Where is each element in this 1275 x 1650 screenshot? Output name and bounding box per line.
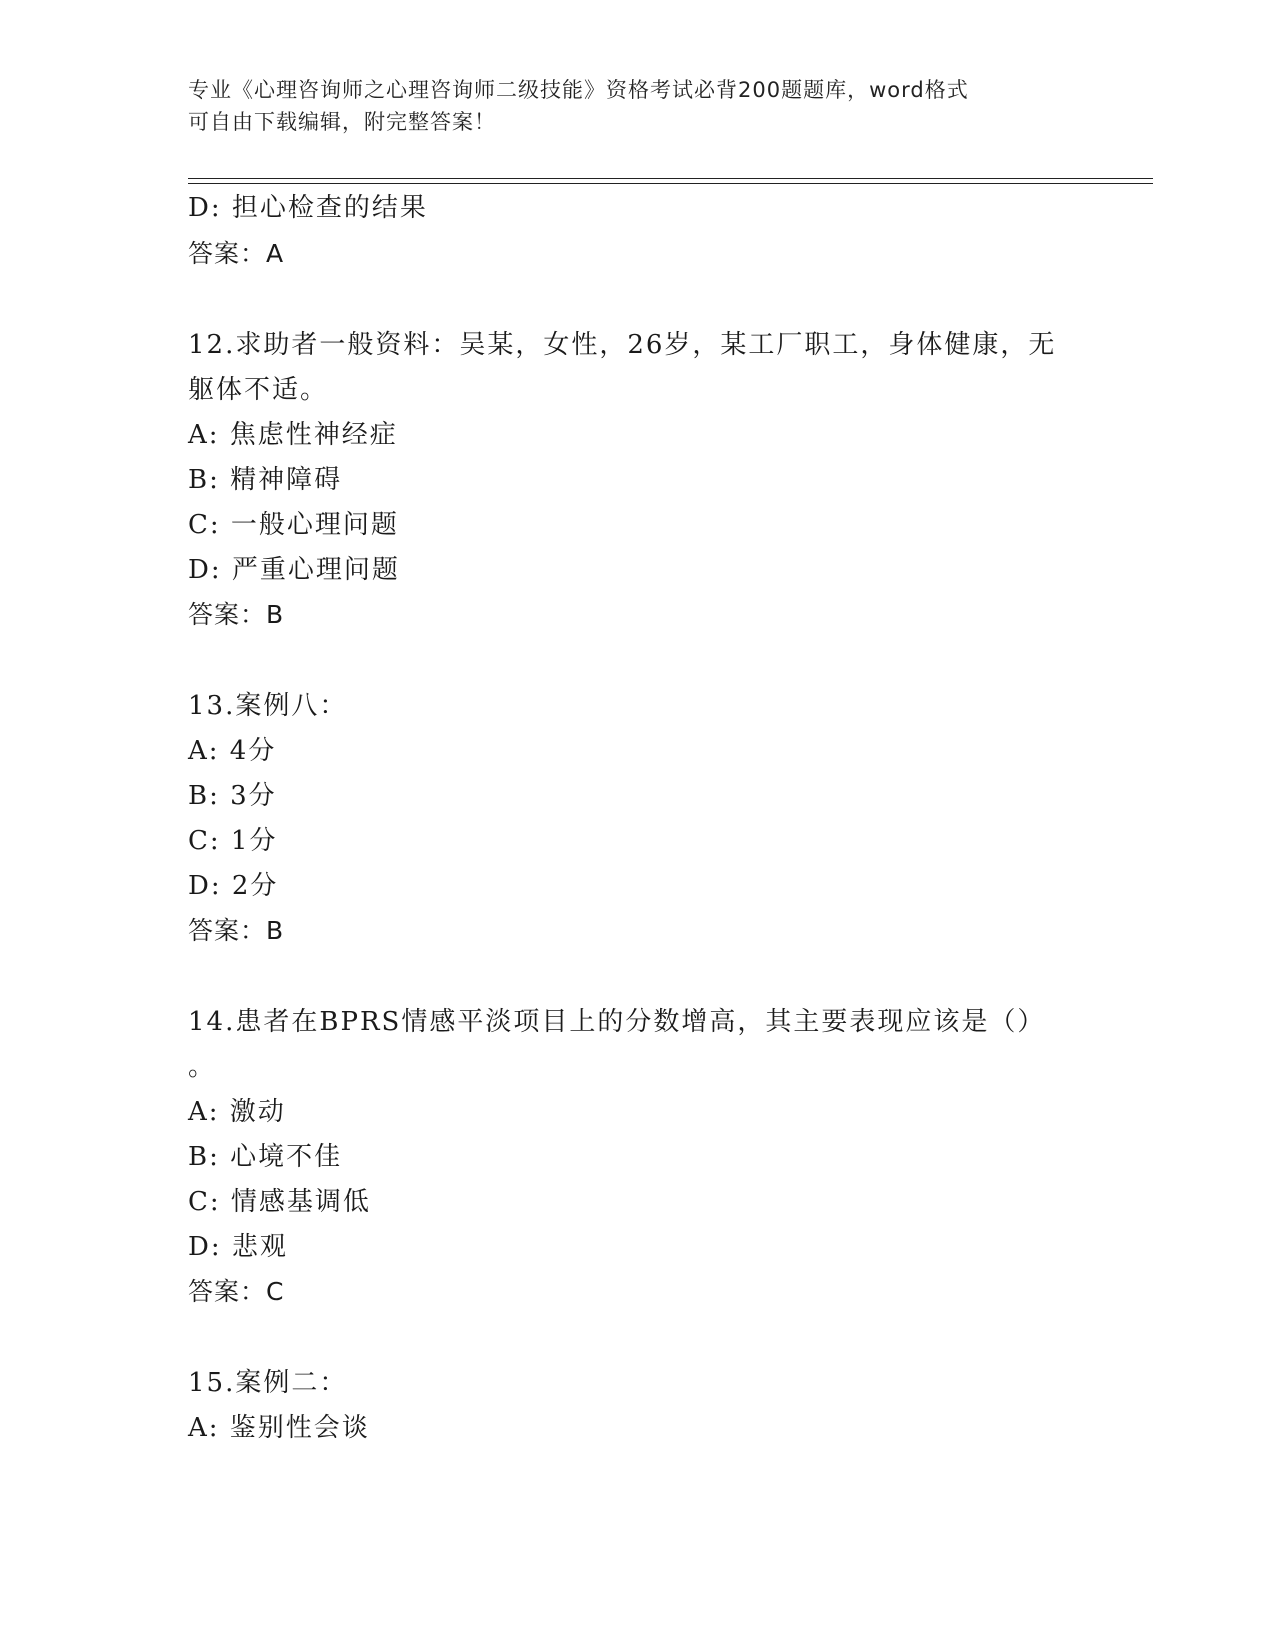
- option-d: D: 严重心理问题: [188, 555, 400, 585]
- header-line-2: 可自由下载编辑，附完整答案！: [188, 110, 496, 134]
- answer-line: 答案：A: [188, 239, 285, 268]
- option-d: D: 2分: [188, 871, 279, 901]
- header-divider-top: [188, 178, 1153, 179]
- header-line-1: 专业《心理咨询师之心理咨询师二级技能》资格考试必背200题题库，word格式: [188, 78, 969, 102]
- option-d: D: 悲观: [188, 1232, 288, 1262]
- option-b: B: 3分: [188, 781, 277, 811]
- option-c: C: 1分: [188, 826, 278, 856]
- header-divider-bottom: [188, 183, 1153, 184]
- option-c: C: 一般心理问题: [188, 510, 399, 540]
- option-b: B: 精神障碍: [188, 465, 343, 495]
- question-13: 13.案例八：: [188, 691, 348, 721]
- option-a: A: 激动: [188, 1097, 286, 1127]
- document-header: [188, 74, 1088, 138]
- option-a: A: 鉴别性会谈: [188, 1413, 370, 1443]
- option-a: A: 4分: [188, 736, 277, 766]
- option-a: A: 焦虑性神经症: [188, 420, 398, 450]
- question-12: 12.求助者一般资料：吴某，女性，26岁，某工厂职工，身体健康，无: [188, 330, 1057, 360]
- question-12-cont: 躯体不适。: [188, 375, 329, 405]
- answer-line: 答案：C: [188, 1277, 285, 1306]
- option-b: B: 心境不佳: [188, 1142, 343, 1172]
- question-15: 15.案例二：: [188, 1368, 348, 1398]
- question-14: 14.患者在BPRS情感平淡项目上的分数增高，其主要表现应该是（）: [188, 1007, 1046, 1037]
- option-c: C: 情感基调低: [188, 1187, 371, 1217]
- answer-line: 答案：B: [188, 600, 285, 629]
- answer-line: 答案：B: [188, 916, 285, 945]
- question-14-cont: 。: [188, 1052, 217, 1082]
- option-d: D: 担心检查的结果: [188, 193, 428, 223]
